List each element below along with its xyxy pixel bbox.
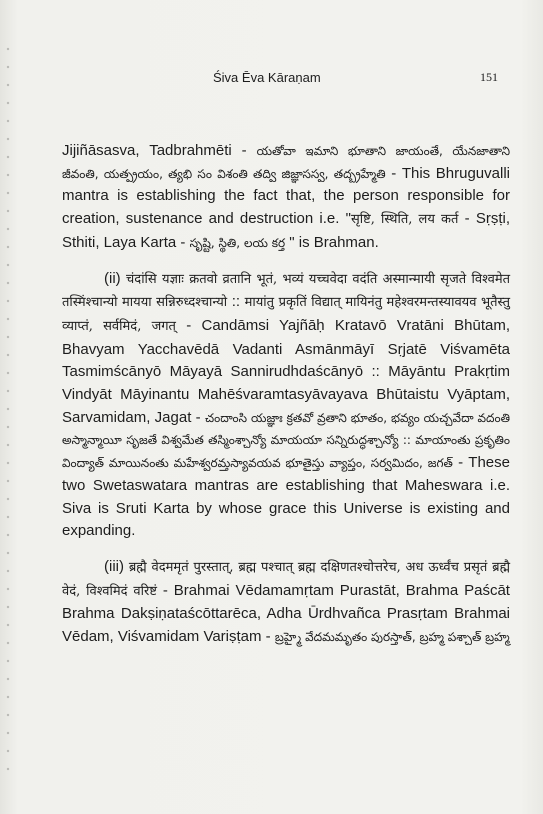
- text-segment-devanagari: मायांतु प्रकृतिं विद्यात् मायिनंतु महेश्वरमन्तस्यावयव भूतैस्तु व्याप्तं, सर्वमिदं, जगत्: [62, 295, 510, 334]
- paragraph-bhruguvalli: [62, 140, 510, 255]
- text-segment-latin: - Sṛṣṭi, Sthiti, Laya Karta -: [62, 210, 511, 251]
- text-segment-telugu: బ్రహ్మై వేదమమృతం పురస్తాత్, బ్రహ్మ పశ్చాత్ బ్రహ్మ: [274, 630, 510, 645]
- text-segment-telugu: యతోవా ఇమాని భూతాని జాయంతే, యేనజాతాని జీవంతి, యత్ప్రయం, త్యభి సం విశంతి తద్వి జిజ్ఞాసస్వ, తద్బ్రహ్మేతి: [62, 144, 510, 181]
- text-segment-latin: - Brahmai Vēdamamṛtam Purastāt, Brahma Paścāt Brahma Dakṣiṇataścōttarēca, Adha Ūrdhvañca Prasṛtam Brahmai Vēdam, Viśvamidam Variṣṭam -: [62, 581, 510, 646]
- page-header: [0, 70, 543, 90]
- text-segment-latin: - Candāmsi Yajñāḥ Kratavō Vratāni Bhūtam, Bhavyam Yacchavēdā Vadanti Asmānmāyī Sṛjatē Viśvamēta Tasmimścānyō Māyayā Sannirudhdaścānyō :: Māyāntu Prakṛtim Vindyāt Māyinantu Mahēśvaramtasyāvayava Bhūtaistu Vyāptam, Sarvamidam, Jagat -: [62, 316, 510, 426]
- page-number: 151: [480, 70, 498, 84]
- text-segment-latin: - These two Swetaswatara mantras are establishing that Maheswara i.e. Siva is Sruti Karta by whose grace this Universe is existing and expanding.: [62, 454, 510, 540]
- text-segment-devanagari: ब्रह्मै वेदममृतं पुरस्तात्, ब्रह्म पश्चात् ब्रह्म दक्षिणतश्चोत्तरेच, अध ऊर्ध्वंच प्रसृतं ब्रह्मै वेदं, विश्वमिदं वरिष्टं: [62, 559, 510, 599]
- text-segment-latin: (iii): [104, 557, 129, 575]
- text-segment-latin: " is Brahman.: [285, 233, 379, 251]
- text-segment-telugu: సృష్టి, స్థితి, లయ కర్త: [189, 235, 286, 250]
- text-segment-latin: (ii): [104, 269, 127, 287]
- running-title: Śiva Ēva Kāraṇam: [213, 70, 321, 85]
- text-segment-latin: ::: [231, 293, 245, 311]
- text-segment-devanagari: सृष्टि, स्थिति, लय कर्त: [350, 212, 459, 228]
- text-segment-telugu: చందాంసి యజ్ఞాః క్రతవో వ్రతాని భూతం, భవ్యం యచ్చవేదా వదంతి అస్మాన్మాయీ సృజతే విశ్వమేత తస్మింశ్చాన్యో మాయయా సన్నిరుద్ధశ్చాన్యో :: మాయాంతు ప్రకృతిం వింద్యాత్ మాయినంతు మహేశ్వరమ్తస్యావయవ భూతైస్తు వ్యాప్తం, సర్వమిదం, జగత్: [62, 410, 510, 471]
- binding-edge: [6, 40, 10, 780]
- paragraph-swetaswatara: [62, 268, 510, 543]
- text-segment-latin: - This Bhruguvalli mantra is establishing the fact that, the person responsible for creation, sustenance and destruction i.e. ": [62, 164, 510, 228]
- text-segment-devanagari: चंदांसि यज्ञाः क्रतवो व्रतानि भूतं, भव्यं यच्चवेदा वदंति अस्मान्मायी सृजते विश्वमेत तस्मिंश्चान्यो मायया सन्निरुध्दश्चान्यो: [62, 271, 511, 311]
- text-segment-latin: Jijiñāsasva, Tadbrahmēti -: [62, 142, 257, 159]
- page-body: [62, 140, 510, 649]
- paragraph-brahmai-vedam: [62, 556, 510, 649]
